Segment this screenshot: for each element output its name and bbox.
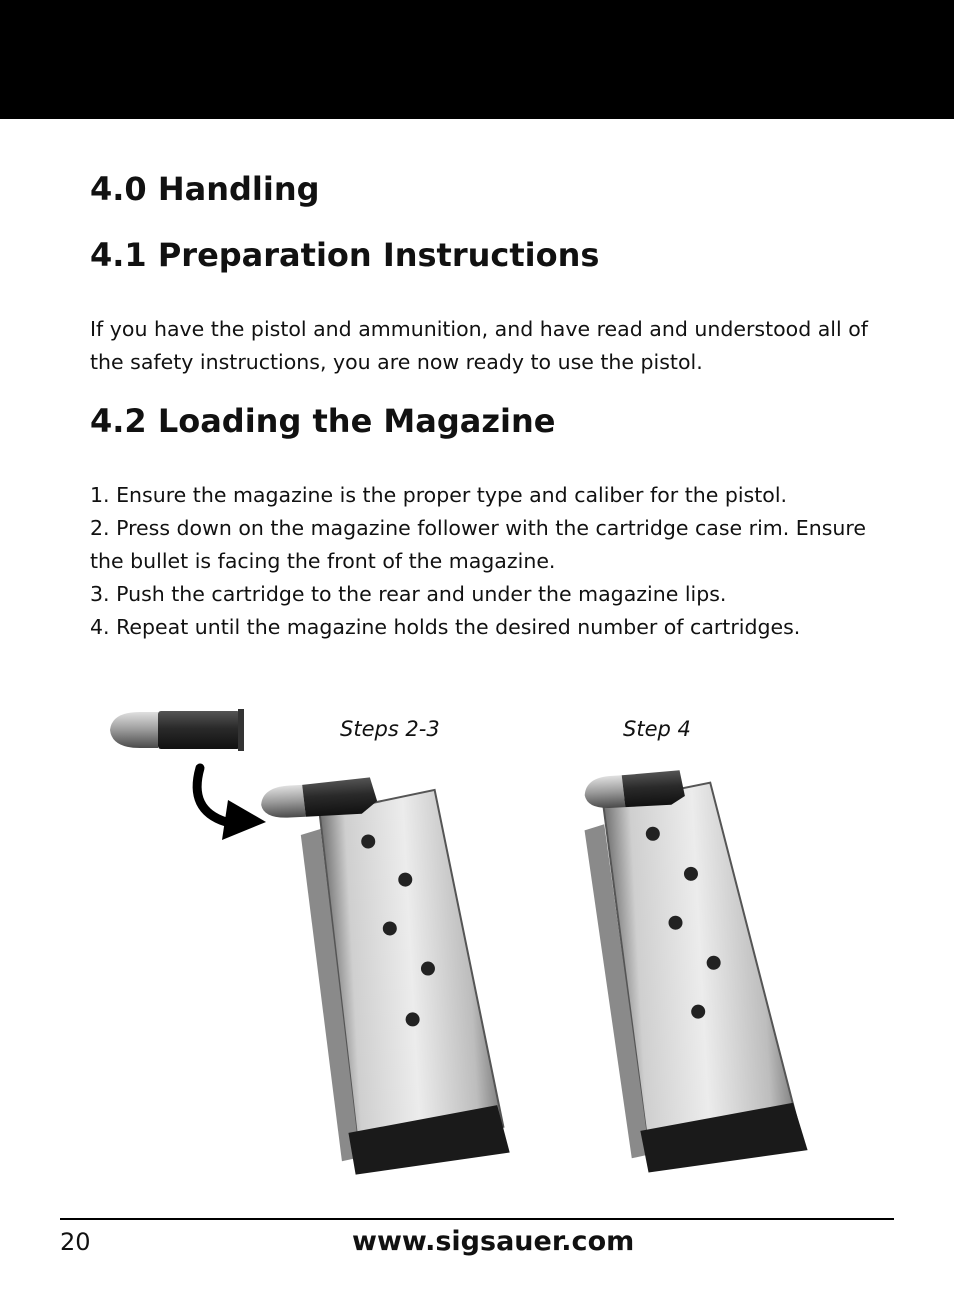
loading-step: 3. Push the cartridge to the rear and under the magazine lips.	[90, 582, 727, 606]
footer-divider	[60, 1218, 894, 1220]
loading-step: 2. Press down on the magazine follower with the cartridge case rim. Ensure the bullet is facing the front of the magazine.	[90, 516, 867, 573]
magazine-loading-illustration	[100, 700, 820, 1180]
caption-steps-2-3: Steps 2-3	[340, 717, 440, 741]
header-bar	[0, 0, 954, 119]
loading-step: 1. Ensure the magazine is the proper type and caliber for the pistol.	[90, 483, 788, 507]
page-number: 20	[60, 1228, 91, 1256]
website-link[interactable]: www.sigsauer.com	[352, 1226, 635, 1257]
section-title-handling: 4.0 Handling	[90, 170, 320, 208]
loading-steps-list	[90, 479, 890, 644]
magazine-left-icon	[260, 771, 510, 1178]
preparation-paragraph: If you have the pistol and ammunition, and have read and understood all of the safety instructions, you are now ready to use the pistol.	[90, 317, 868, 374]
cartridge-icon	[110, 709, 244, 751]
magazine-right-icon	[582, 765, 809, 1175]
section-title-loading: 4.2 Loading the Magazine	[90, 402, 556, 440]
section-title-preparation: 4.1 Preparation Instructions	[90, 236, 600, 274]
curved-arrow-icon	[197, 768, 266, 840]
loading-step: 4. Repeat until the magazine holds the desired number of cartridges.	[90, 615, 801, 639]
caption-step-4: Step 4	[623, 717, 691, 741]
